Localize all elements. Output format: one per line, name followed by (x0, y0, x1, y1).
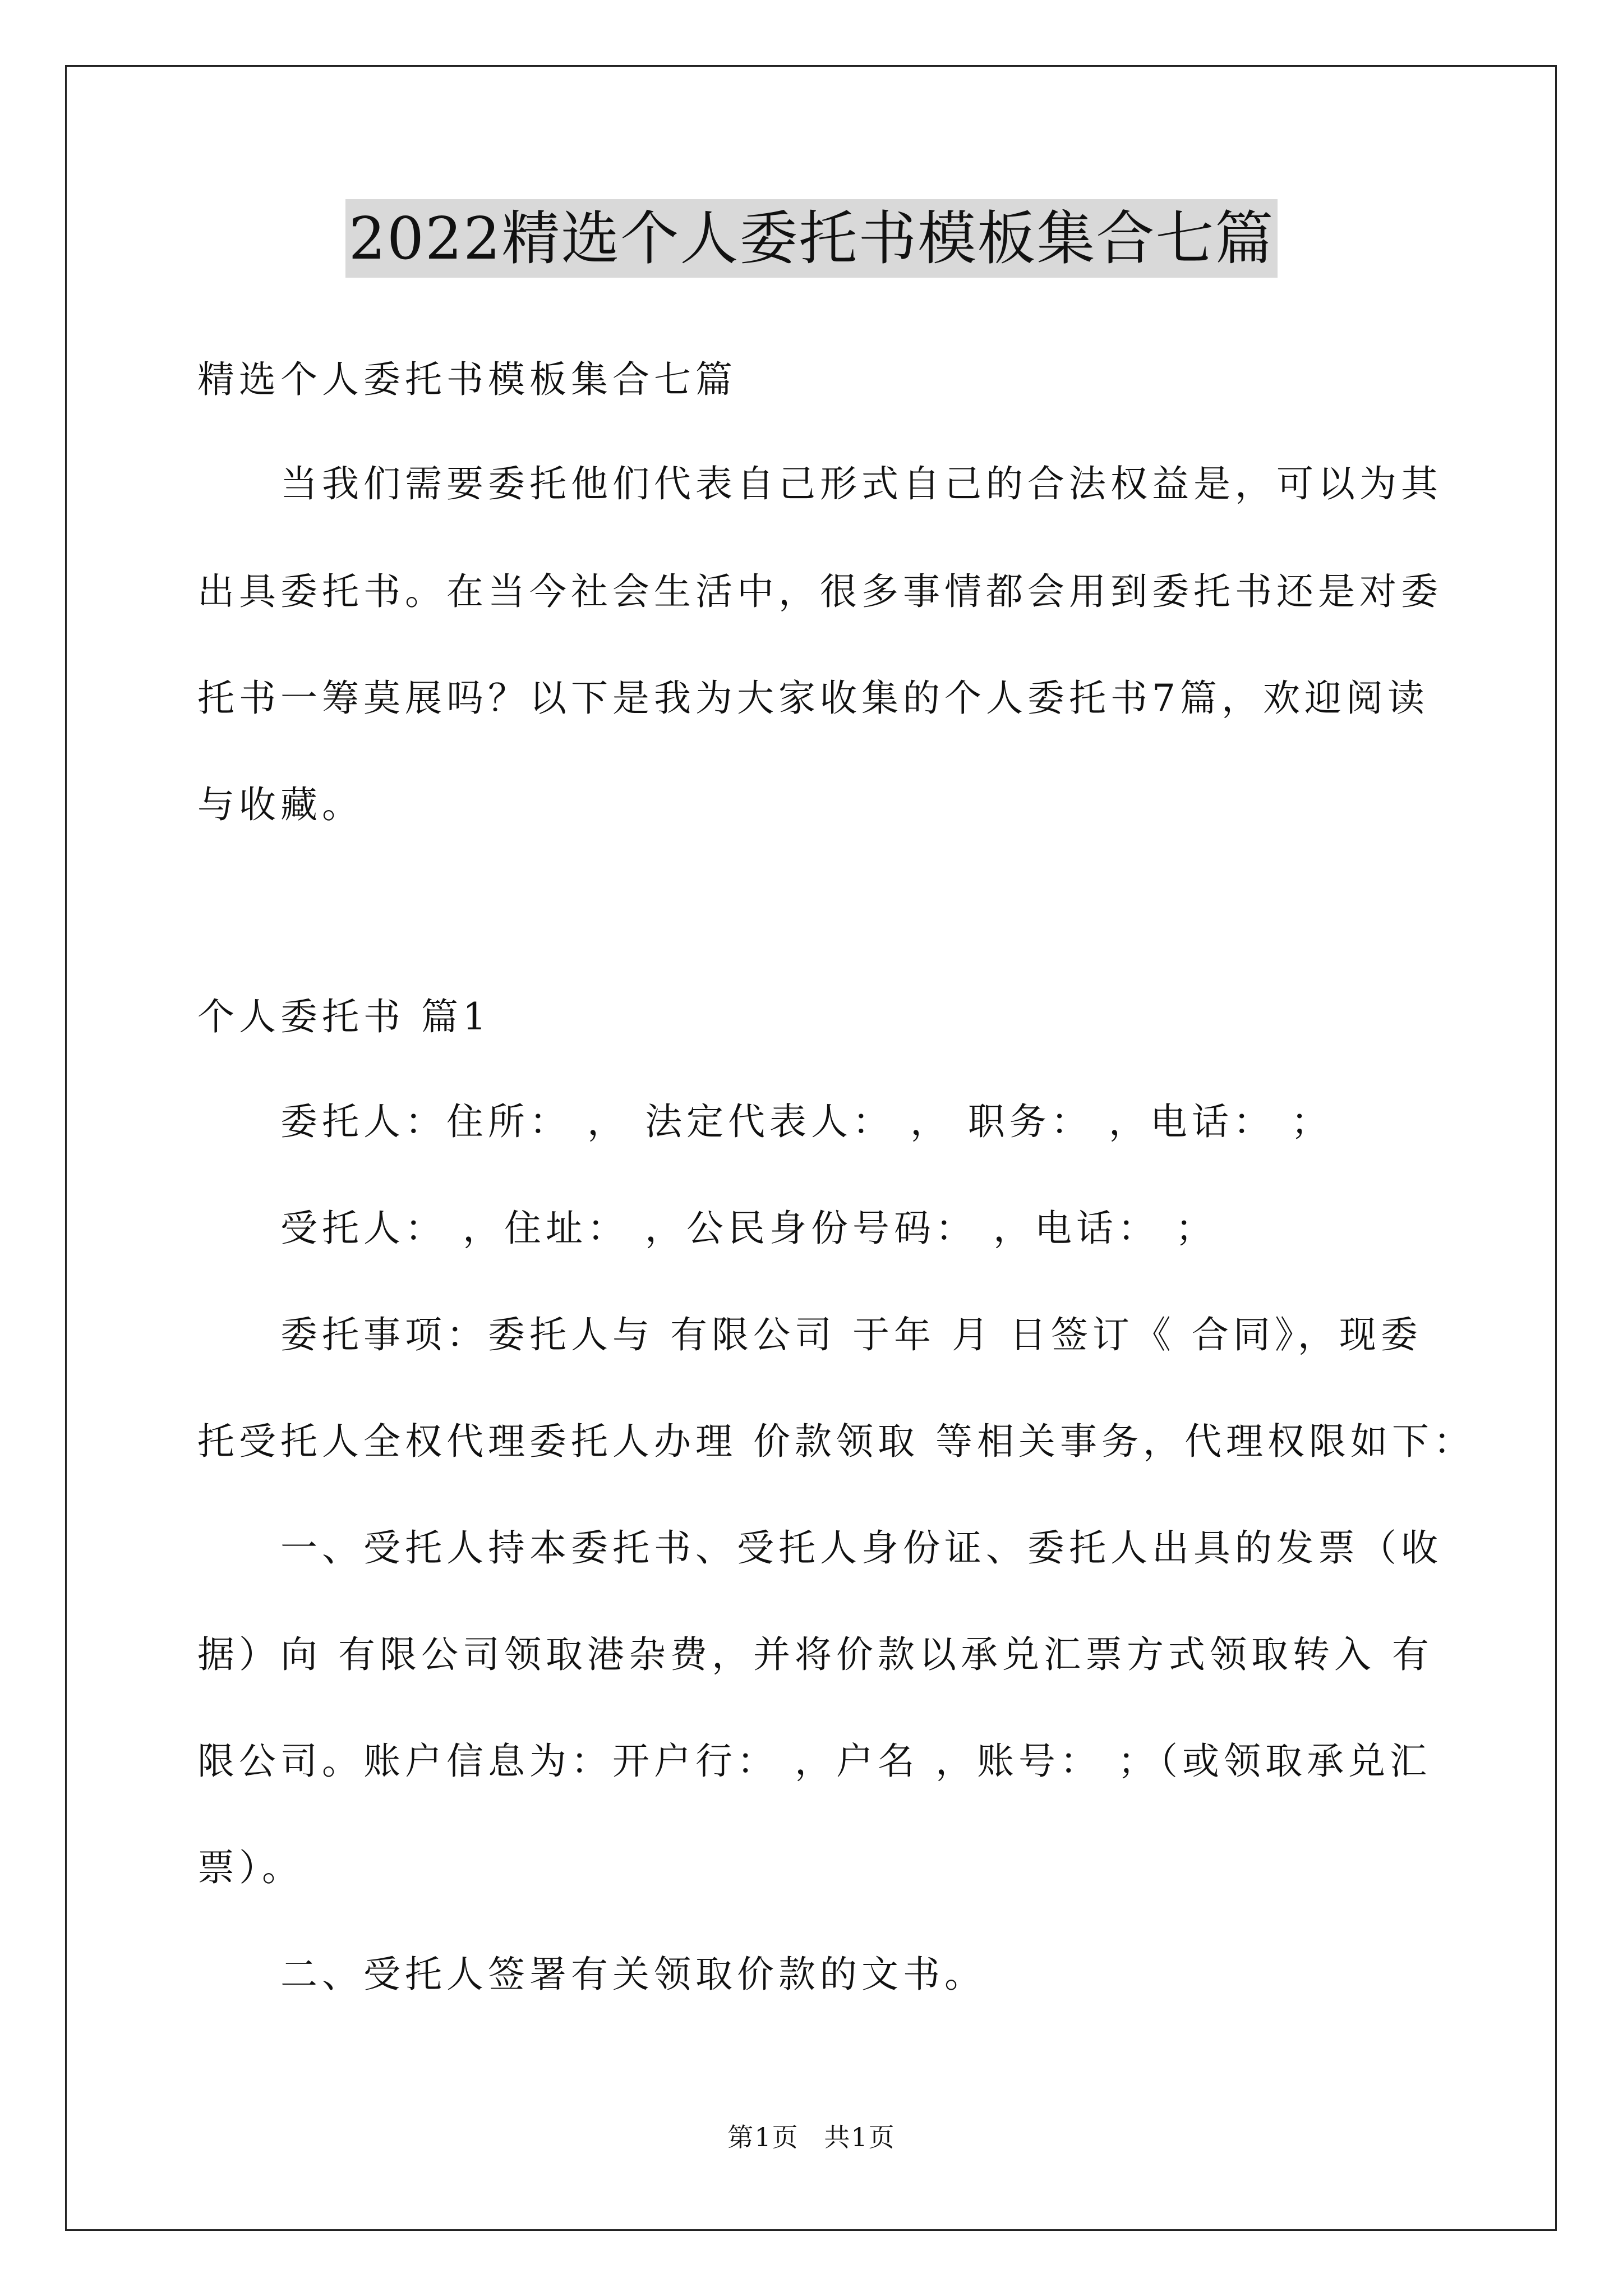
body-line-3: 委托事项：委托人与 有限公司 于年 月 日签订《 合同》，现委 (280, 1313, 1422, 1356)
body-line-9: 二、受托人签署有关领取价款的文书。 (280, 1953, 986, 1996)
page-total: 共1页 (824, 2122, 896, 2152)
intro-line-4: 与收藏。 (197, 783, 363, 826)
body-line-1: 委托人：住所： ， 法定代表人： ， 职务： ，电话： ； (280, 1100, 1332, 1143)
page-number: 第1页 (727, 2122, 799, 2152)
intro-line-2: 出具委托书。在当今社会生活中，很多事情都会用到委托书还是对委 (197, 570, 1442, 613)
document-subtitle: 精选个人委托书模板集合七篇 (197, 358, 737, 401)
intro-line-1: 当我们需要委托他们代表自己形式自己的合法权益是，可以为其 (280, 462, 1442, 505)
body-line-8: 票）。 (197, 1846, 303, 1889)
body-line-7: 限公司。账户信息为：开户行： ，户名 ，账号： ；（或领取承兑汇 (197, 1740, 1431, 1783)
page-footer (0, 2120, 1623, 2154)
title-container (0, 199, 1623, 278)
section-heading: 个人委托书 篇1 (197, 995, 491, 1038)
intro-line-3: 托书一筹莫展吗？以下是我为大家收集的个人委托书7篇，欢迎阅读 (197, 677, 1429, 720)
body-line-6: 据）向 有限公司领取港杂费，并将价款以承兑汇票方式领取转入 有 (197, 1633, 1433, 1676)
body-line-2: 受托人： ，住址： ，公民身份号码： ，电话： ； (280, 1207, 1217, 1250)
body-line-4: 托受托人全权代理委托人办理 价款领取 等相关事务，代理权限如下： (197, 1420, 1475, 1463)
body-line-5: 一、受托人持本委托书、受托人身份证、委托人出具的发票（收 (280, 1526, 1442, 1570)
document-title: 2022精选个人委托书模板集合七篇 (345, 199, 1278, 278)
